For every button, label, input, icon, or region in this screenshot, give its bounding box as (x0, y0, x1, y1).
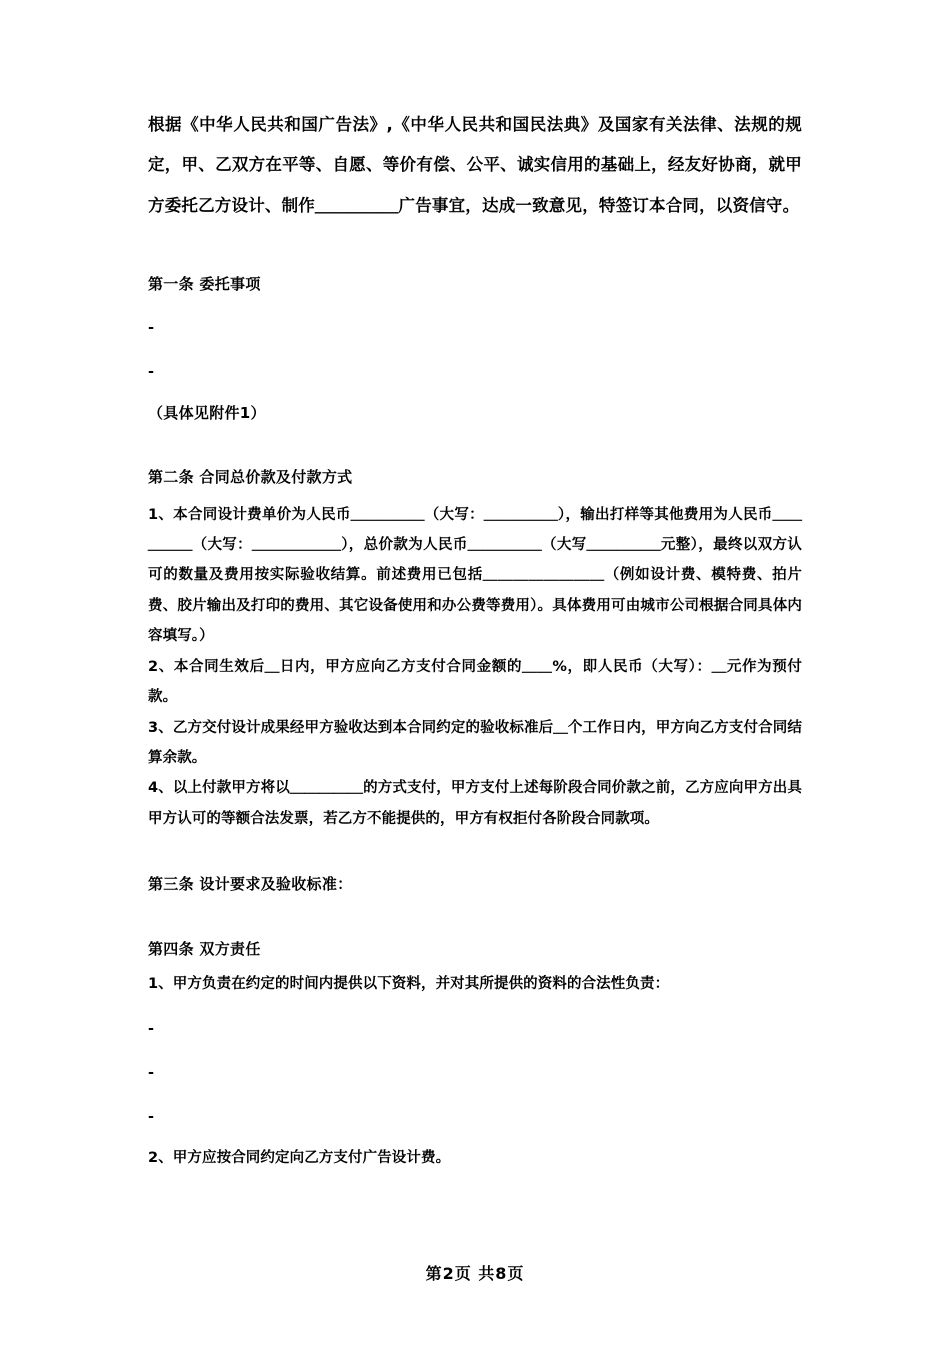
dash-item: - (148, 1064, 155, 1081)
section-2-item-2: 2、本合同生效后＿日内，甲方应向乙方支付合同金额的＿＿%，即人民币（大写）：＿元作为预付款。 (148, 658, 802, 706)
section-2-item-3: 3、乙方交付设计成果经甲方验收达到本合同约定的验收标准后＿个工作日内，甲方向乙方支付合同结算余款。 (148, 719, 802, 767)
section-4-item-1: 1、甲方负责在约定的时间内提供以下资料，并对其所提供的资料的合法性负责： (148, 976, 670, 993)
page-footer: 第2页 共8页 (425, 1264, 525, 1283)
section-heading-2: 第二条 合同总价款及付款方式 (148, 468, 353, 487)
document-body (148, 105, 802, 1174)
section-2-item-4: 4、以上付款甲方将以＿＿＿＿＿的方式支付，甲方支付上述每阶段合同价款之前，乙方应向甲方出具甲方认可的等额合法发票，若乙方不能提供的，甲方有权拒付各阶段合同款项。 (148, 780, 802, 827)
section-4-item-2: 2、甲方应按合同约定向乙方支付广告设计费。 (148, 1150, 451, 1167)
dash-item: - (148, 1108, 155, 1125)
section-1-note: （具体见附件1） (148, 403, 266, 422)
lead-paragraph: 根据《中华人民共和国广告法》,《中华人民共和国民法典》及国家有关法律、法规的规定，甲、乙双方在平等、自愿、等价有偿、公平、诚实信用的基础上，经友好协商，就甲方委托乙方设计、制作＿＿＿＿＿广告事宜，达成一致意见，特签订本合同，以资信守。 (148, 115, 802, 215)
section-heading-4: 第四条 双方责任 (148, 939, 261, 958)
dash-item: - (148, 363, 155, 380)
section-heading-3: 第三条 设计要求及验收标准： (148, 875, 353, 894)
section-2-item-1: 1、本合同设计费单价为人民币＿＿＿＿＿（大写：＿＿＿＿＿），输出打样等其他费用为人民币＿＿＿＿＿（大写：＿＿＿＿＿＿），总价款为人民币＿＿＿＿＿（大写＿＿＿＿＿元整），最终以双方认可的数量及费用按实际验收结算。前述费用已包括＿＿＿＿＿＿＿＿（例如设计费、模特费、拍片费、胶片输出及打印的费用、其它设备使用和办公费等费用）。具体费用可由城市公司根据合同具体内容填写。） (148, 506, 802, 645)
dash-item: - (148, 1020, 155, 1037)
section-heading-1: 第一条 委托事项 (148, 275, 261, 294)
dash-item: - (148, 319, 155, 336)
